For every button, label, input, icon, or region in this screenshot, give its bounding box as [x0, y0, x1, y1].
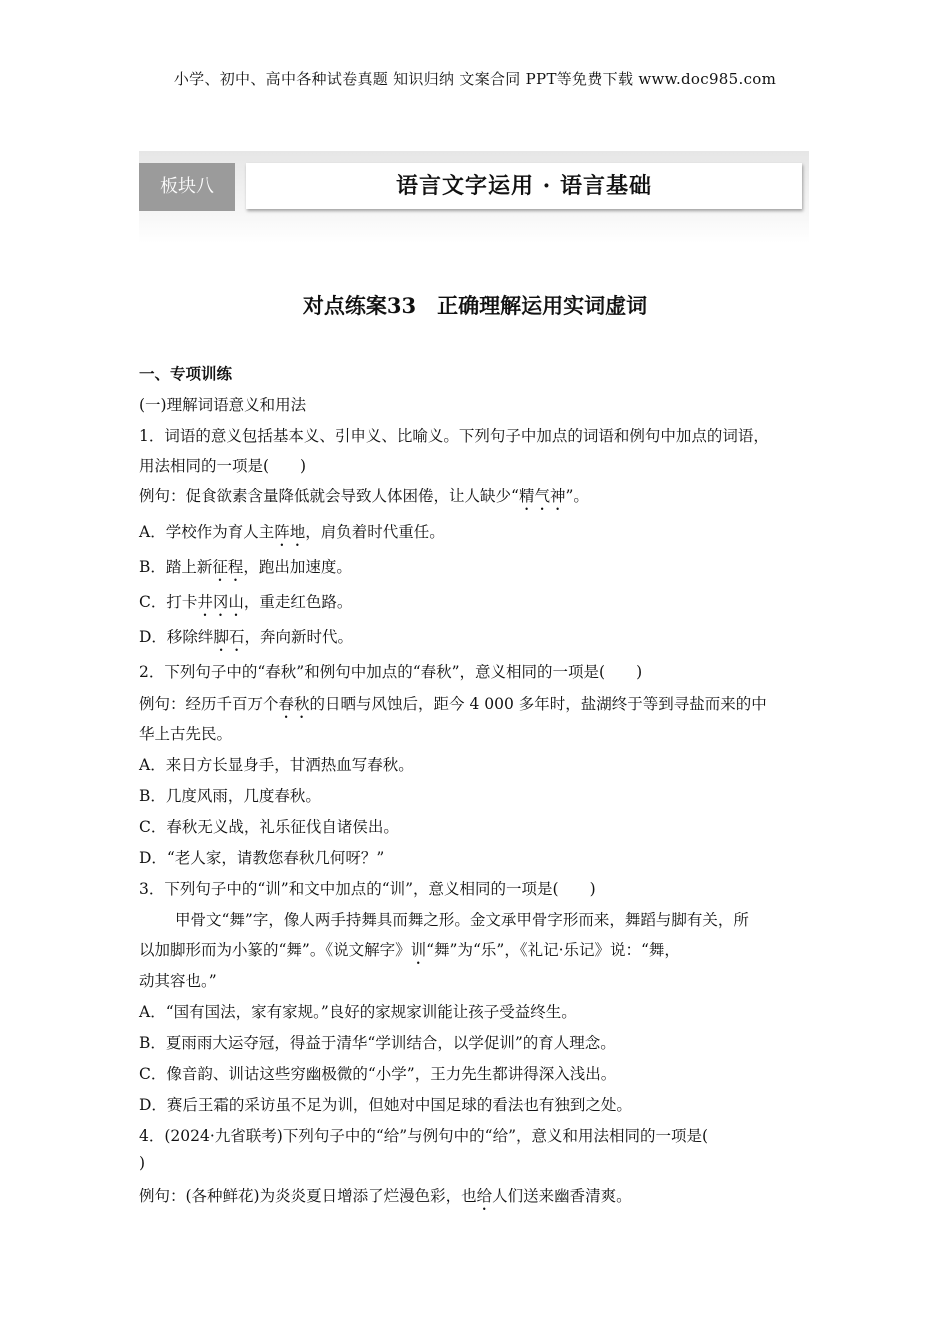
section-tab-label: 板块八	[139, 163, 235, 211]
option-dotted-word: 阵地	[274, 523, 306, 541]
q4-example-tail: 人们送来幽香清爽。	[492, 1187, 632, 1205]
sub-heading: (一)理解词语意义和用法	[139, 396, 307, 414]
q3-passage-line3: 动其容也。”	[139, 972, 217, 990]
q2-option-c: C．春秋无义战，礼乐征伐自诸侯出。	[139, 818, 399, 836]
option-text: D．移除绊	[139, 628, 214, 646]
section-header	[139, 151, 809, 243]
option-text: C．打卡	[139, 593, 198, 611]
q1-stem-line2: 用法相同的一项是( )	[139, 457, 307, 475]
option-tail: ，奔向新时代。	[244, 628, 353, 646]
q4-stem-line2: )	[139, 1154, 146, 1172]
q1-example	[139, 484, 589, 514]
q4-example	[139, 1184, 632, 1214]
q3-option-b: B．夏雨雨大运夺冠，得益于清华“学训结合，以学促训”的育人理念。	[139, 1034, 616, 1052]
section-title: 语言文字运用 · 语言基础	[246, 163, 802, 209]
q1-option-d	[139, 625, 353, 655]
option-dotted-word: 井冈山	[197, 593, 244, 611]
option-tail: ，重走红色路。	[243, 593, 353, 611]
q2-example-line2: 华上古先民。	[139, 725, 233, 743]
q3-option-a: A．“国有国法，家有家规。”良好的家规家训能让孩子受益终生。	[139, 1003, 577, 1021]
option-tail: ，肩负着时代重任。	[305, 523, 445, 541]
option-dotted-word: 脚石	[213, 628, 245, 646]
q2-example-tail: 的日晒与风蚀后，距今 4 000 多年时，盐湖终于等到寻盐而来的中	[309, 695, 767, 713]
q4-example-dotted-word: 给	[476, 1187, 493, 1205]
q1-option-a	[139, 520, 445, 550]
q2-option-d: D．“老人家，请教您春秋几何呀？”	[139, 849, 385, 867]
q1-option-b	[139, 555, 352, 585]
q3-passage-dotted-word: 训	[410, 941, 427, 959]
q1-stem-line1: 1．词语的意义包括基本义、引申义、比喻义。下列句子中加点的词语和例句中加点的词语，	[139, 427, 769, 445]
q3-passage-tail: “舞”为“乐”，《礼记·乐记》说：“舞，	[426, 941, 680, 959]
q3-passage-line2	[139, 938, 680, 968]
q2-stem: 2．下列句子中的“春秋”和例句中加点的“春秋”，意义相同的一项是( )	[139, 663, 643, 681]
part-heading: 一、专项训练	[139, 364, 233, 383]
option-tail: ，跑出加速度。	[243, 558, 352, 576]
q4-stem-line1: 4．(2024·九省联考)下列句子中的“给”与例句中的“给”，意义和用法相同的一项是(	[139, 1127, 709, 1145]
site-banner: 小学、初中、高中各种试卷真题 知识归纳 文案合同 PPT等免费下载 www.doc985.com	[173, 70, 777, 88]
q1-example-text: 例句：促食欲素含量降低就会导致人体困倦，让人缺少“	[139, 487, 519, 505]
q3-stem: 3．下列句子中的“训”和文中加点的“训”，意义相同的一项是( )	[139, 880, 596, 898]
q1-example-dotted-word: 精气神	[518, 487, 566, 505]
q3-option-d: D．赛后王霜的采访虽不足为训，但她对中国足球的看法也有独到之处。	[139, 1096, 632, 1114]
q2-example-dotted-word: 春秋	[278, 695, 310, 713]
option-dotted-word: 征程	[212, 558, 244, 576]
option-text: B．踏上新	[139, 558, 213, 576]
option-text: A．学校作为育人主	[139, 523, 275, 541]
q2-example-text: 例句：经历千百万个	[139, 695, 279, 713]
q4-example-text: 例句：(各种鲜花)为炎炎夏日增添了烂漫色彩，也	[139, 1187, 477, 1205]
q2-option-a: A．来日方长显身手，甘洒热血写春秋。	[139, 756, 414, 774]
q1-example-tail: ”。	[565, 487, 589, 505]
q1-option-c	[139, 590, 352, 620]
q3-passage-text: 以加脚形而为小篆的“舞”。《说文解字》	[139, 941, 411, 959]
q2-example	[139, 692, 767, 722]
q3-option-c: C．像音韵、训诂这些穷幽极微的“小学”，王力先生都讲得深入浅出。	[139, 1065, 617, 1083]
page-title: 对点练案33 正确理解运用实词虚词	[302, 293, 648, 318]
q3-passage-line1: 甲骨文“舞”字，像人两手持舞具而舞之形。金文承甲骨字形而来，舞蹈与脚有关，所	[175, 911, 749, 929]
q2-option-b: B．几度风雨，几度春秋。	[139, 787, 321, 805]
